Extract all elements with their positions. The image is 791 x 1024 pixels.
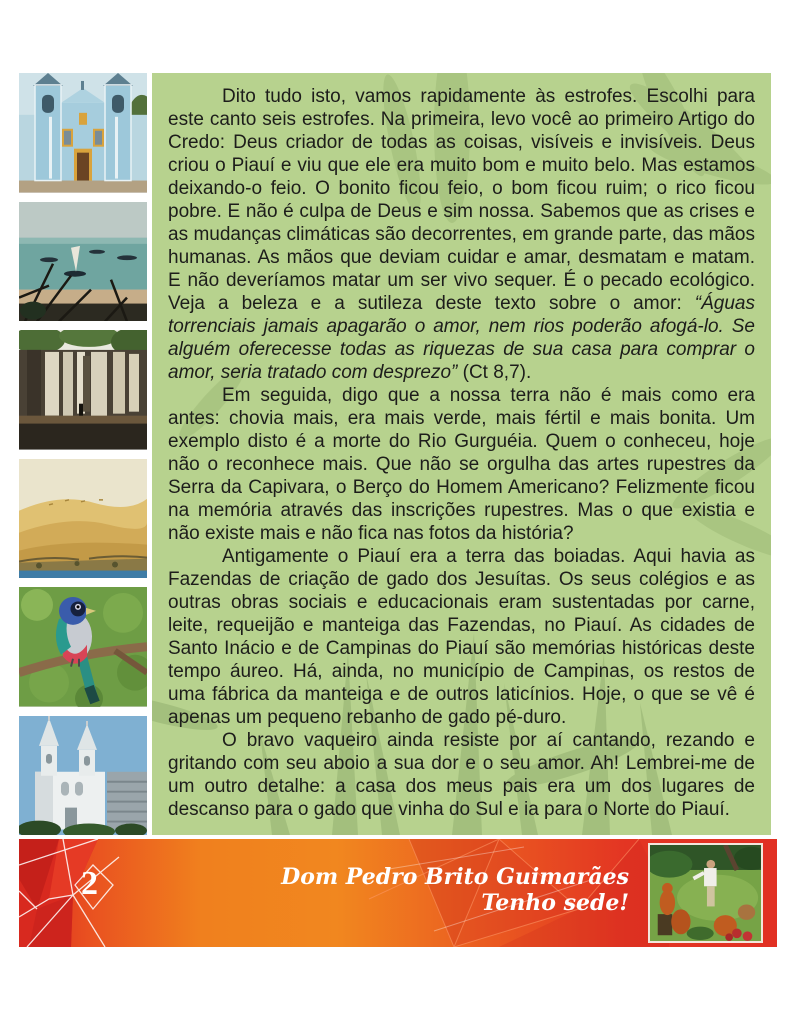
garden-illustration: [650, 845, 761, 941]
photo-blue-colonial-church: [19, 73, 147, 193]
paragraph-text: Dito tudo isto, vamos rapidamente às estrofes. Escolhi para este canto seis estrofes. Na primeira, levo você ao primeiro Artigo do Credo: Deus criador de todas as coisas, visíveis e invisíveis. Deus criou o Piauí e viu que ele era muito bom e muito belo. Mas estamos deixando-o feio. O bonito ficou feio, o bom ficou ruim; o rico ficou pobre. E não é culpa de Deus e sim nossa. Sabemos que as crises e as mudanças climáticas são decorrentes, em grande parte, das mãos humanas. As mãos que deviam cuidar e amar, desmatam e matam. E não deveríamos matar um ser vivo sequer. É o pecado ecológico. Veja a beleza e a sutileza deste texto sobre o amor:: [168, 86, 755, 314]
waterfall-illustration: [19, 330, 147, 450]
footer-author: Dom Pedro Brito Guimarães: [281, 864, 629, 890]
paragraph: [168, 85, 755, 384]
text-panel: [152, 73, 771, 835]
paragraph: [168, 729, 755, 821]
footer-band: [19, 839, 777, 947]
paragraph: [168, 384, 755, 545]
paragraph: [168, 545, 755, 729]
photo-white-church: [19, 716, 147, 836]
paragraph-text: Em seguida, digo que a nossa terra não é mais como era antes: chovia mais, era mais verde, mais fértil e mais bonita. Um exemplo disto é a morte do Rio Gurguéia. Quem o conheceu, hoje não o reconhece mais. Que não se orgulha das artes rupestres da Serra da Capivara, o Berço do Homem Americano? Felizmente ficou na memória através das inscrições rupestres. Mas o que existia e não existe mais e não fica nas fotos da história?: [168, 385, 755, 544]
paragraph-text: O bravo vaqueiro ainda resiste por aí cantando, rezando e gritando com seu aboio a sua dor e o seu amor. Ah! Lembrei-me de um outro detalhe: a casa dos meus pais era um dos lugares de descanso para o gado que vinha do Sul e ia para o Norte do Piauí.: [168, 730, 755, 820]
paragraph-text: (Ct 8,7).: [457, 362, 532, 383]
footer-photo-garden: [648, 843, 763, 943]
paragraph-text: Antigamente o Piauí era a terra das boiadas. Aqui havia as Fazendas de criação de gado dos Jesuítas. Os seus colégios e as outras obras sociais e educacionais eram sustentadas por carne, leite, requeijão e manteiga das Fazendas, no Piauí. As cidades de Santo Inácio e de Campinas do Piauí são memórias históricas deste tempo áureo. Há, ainda, no município de Campinas, os restos de uma fábrica da manteiga e de outros laticínios. Hoje, o que se vê é apenas um pequeno rebanho de gado pé-duro.: [168, 546, 755, 728]
beach-illustration: [19, 202, 147, 322]
blue-church-illustration: [19, 73, 147, 193]
photo-waterfall: [19, 330, 147, 450]
body-text: [152, 73, 771, 821]
white-church-illustration: [19, 716, 147, 836]
page-number: 2: [81, 865, 98, 902]
photo-beach-with-boats: [19, 202, 147, 322]
footer-text: [281, 865, 629, 917]
photo-tropical-bird: [19, 587, 147, 707]
bird-illustration: [19, 587, 147, 707]
content-area: [19, 73, 771, 835]
photo-sand-dunes: [19, 459, 147, 579]
dunes-illustration: [19, 459, 147, 579]
quote-italic-text: “Águas torrenciais jamais apagarão o amor, nem rios poderão afogá-lo. Se alguém oferecesse todas as riquezas de sua casa para comprar o amor, seria tratado com desprezo”: [168, 293, 755, 383]
photo-column: [19, 73, 147, 835]
footer-book-title: Tenho sede!: [481, 889, 629, 916]
